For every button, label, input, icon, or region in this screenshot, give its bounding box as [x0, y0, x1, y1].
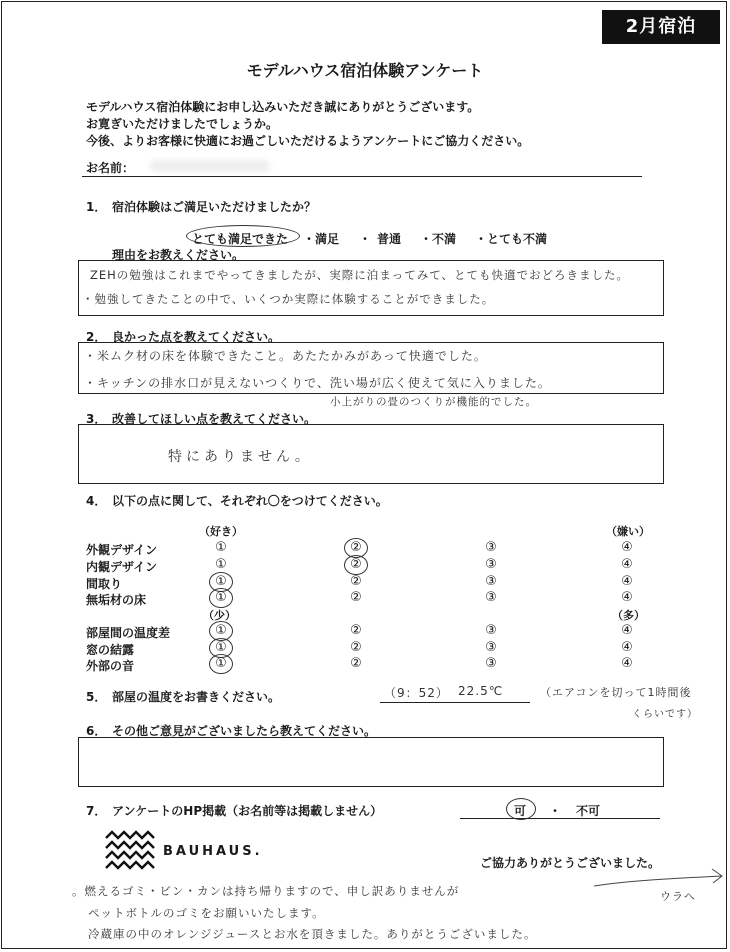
q4-scale-dislike: （嫌い） [606, 525, 650, 538]
q4-rating-option[interactable]: ① [215, 623, 227, 638]
q4-row-label: 窓の結露 [86, 643, 135, 657]
q4-rating-option[interactable]: ① [215, 640, 227, 655]
q4-row-label: 無垢材の床 [86, 593, 147, 607]
q5-temperature: 22.5℃ [458, 684, 504, 698]
q4-rating-option[interactable]: ② [350, 590, 362, 605]
q5-question [86, 688, 280, 705]
q4-rating-option[interactable]: ③ [485, 623, 497, 638]
month-badge: 2月宿泊 [602, 10, 720, 44]
q3-number: 3． [86, 412, 107, 426]
survey-title: モデルハウス宿泊体験アンケート [246, 61, 484, 80]
q4-text: 以下の点に関して、それぞれ〇をつけてください。 [112, 494, 388, 508]
q5-time: （9：52） [384, 686, 449, 700]
q2-answer-line-1: ・米ムク材の床を体験できたこと。あたたかみがあって快適でした。 [84, 349, 487, 363]
q7-answer-line [460, 818, 660, 819]
q4-rating-option[interactable]: ③ [485, 590, 497, 605]
q5-answer-line[interactable] [380, 702, 530, 703]
q4-rating-option[interactable]: ③ [485, 540, 497, 555]
q2-number: 2． [86, 330, 107, 344]
q4-number: 4． [86, 494, 107, 508]
q7-option-yes[interactable]: 可 [514, 804, 527, 818]
q1-option-satisfied[interactable]: ・満足 [303, 232, 340, 246]
q4-scale-like: （好き） [199, 525, 243, 538]
q4-rating-option[interactable]: ④ [621, 623, 633, 638]
q3-answer-box[interactable] [78, 424, 664, 484]
q7-option-no[interactable]: 不可 [576, 804, 601, 818]
q4-rating-option[interactable]: ③ [485, 574, 497, 589]
name-field-line[interactable] [82, 176, 642, 177]
q4-scale-many: （多） [612, 609, 645, 622]
q1-answer-line-1: ZEHの勉強はこれまでやってきましたが、実際に泊まってみて、とても快適でおどろきました。 [90, 268, 630, 282]
q1-answer-line-2: ・勉強してきたことの中で、いくつか実際に体験することができました。 [82, 292, 495, 306]
q6-answer-box[interactable] [78, 737, 664, 787]
bauhaus-logo-text: BAUHAUS. [163, 844, 263, 859]
q6-text: その他ご意見がございましたら教えてください。 [112, 724, 377, 738]
q4-rating-option[interactable]: ③ [485, 656, 497, 671]
q4-rating-option[interactable]: ② [350, 574, 362, 589]
q7-question [86, 802, 382, 819]
q4-row-label: 間取り [86, 577, 123, 591]
q4-rating-option[interactable]: ④ [621, 656, 633, 671]
thanks-message: ご協力ありがとうございました。 [480, 856, 661, 870]
q2-answer-line-3: 小上がりの畳のつくりが機能的でした。 [330, 396, 537, 408]
q4-selected-circle [209, 654, 233, 674]
intro-line-3: 今後、よりお客様に快適にお過ごしいただけるようアンケートにご協力ください。 [86, 134, 530, 148]
q5-note-2: くらいです） [632, 709, 698, 720]
footer-note-line-1: 。燃えるゴミ・ビン・カンは持ち帰りますので、申し訳ありませんが [72, 884, 460, 898]
q4-row-label: 外部の音 [86, 659, 135, 673]
q4-question [86, 492, 388, 509]
q1-text: 宿泊体験はご満足いただけましたか？ [112, 200, 317, 214]
q4-scale-few: （少） [203, 609, 236, 622]
q4-rating-option[interactable]: ① [215, 656, 227, 671]
q6-number: 6． [86, 724, 107, 738]
footer-note-line-2: ペットボトルのゴミをお願いいたします。 [88, 906, 325, 920]
q1-option-dissatisfied[interactable]: ・不満 [420, 232, 457, 246]
intro-line-2: お寛ぎいただけましたでしょうか。 [86, 117, 279, 131]
footer-note-line-3: 冷蔵庫の中のオレンジジュースとお水を頂きました。ありがとうございました。 [88, 927, 537, 941]
q4-rating-option[interactable]: ① [215, 590, 227, 605]
q4-rating-option[interactable]: ④ [621, 640, 633, 655]
q4-rating-option[interactable]: ① [215, 540, 227, 555]
q4-rating-option[interactable]: ② [350, 540, 362, 555]
q4-rating-option[interactable]: ① [215, 557, 227, 572]
q4-row-label: 内観デザイン [86, 560, 158, 574]
q7-separator: ・ [549, 804, 562, 818]
q4-rating-option[interactable]: ④ [621, 574, 633, 589]
turn-over-note: ウラへ [660, 890, 696, 903]
q4-selected-circle [209, 588, 233, 608]
q1-option-separator: ・ [359, 232, 372, 246]
q4-rating-option[interactable]: ② [350, 623, 362, 638]
q4-rating-option[interactable]: ② [350, 656, 362, 671]
q5-number: 5． [86, 690, 107, 704]
q4-rating-option[interactable]: ④ [621, 590, 633, 605]
q1-reason-label: 理由をお教えください。 [112, 248, 245, 262]
q4-rating-option[interactable]: ① [215, 574, 227, 589]
q1-option-very-satisfied[interactable]: とても満足できた [192, 232, 289, 246]
bauhaus-logo-icon [104, 830, 156, 870]
intro-line-1: モデルハウス宿泊体験にお申し込みいただき誠にありがとうございます。 [86, 100, 480, 114]
q1-option-very-dissatisfied[interactable]: ・とても不満 [475, 232, 548, 246]
q4-row-label: 部屋間の温度差 [86, 626, 171, 640]
turn-over-arrow-icon [592, 866, 726, 906]
q4-row-label: 外観デザイン [86, 543, 158, 557]
q1-number: 1． [86, 200, 107, 214]
name-label: お名前： [86, 161, 135, 175]
q4-rating-option[interactable]: ③ [485, 557, 497, 572]
q4-rating-option[interactable]: ④ [621, 557, 633, 572]
q4-rating-option[interactable]: ② [350, 557, 362, 572]
q3-answer: 特にありません。 [168, 449, 313, 465]
q2-answer-line-2: ・キッチンの排水口が見えないつくりで、洗い場が広く使えて気に入りました。 [84, 376, 551, 390]
q3-text: 改善してほしい点を教えてください。 [112, 412, 317, 426]
q4-rating-option[interactable]: ④ [621, 540, 633, 555]
q5-note-1: （エアコンを切って1時間後 [540, 686, 692, 699]
q1-question [86, 198, 316, 215]
q7-text: アンケートのHP掲載（お名前等は掲載しません） [112, 804, 383, 818]
q2-text: 良かった点を教えてください。 [112, 330, 281, 344]
q7-number: 7． [86, 804, 107, 818]
q4-rating-option[interactable]: ③ [485, 640, 497, 655]
redacted-name [150, 160, 270, 172]
q4-selected-circle [344, 555, 368, 575]
q4-rating-option[interactable]: ② [350, 640, 362, 655]
q1-option-neutral[interactable]: 普通 [377, 232, 402, 246]
q5-text: 部屋の温度をお書きください。 [112, 690, 281, 704]
